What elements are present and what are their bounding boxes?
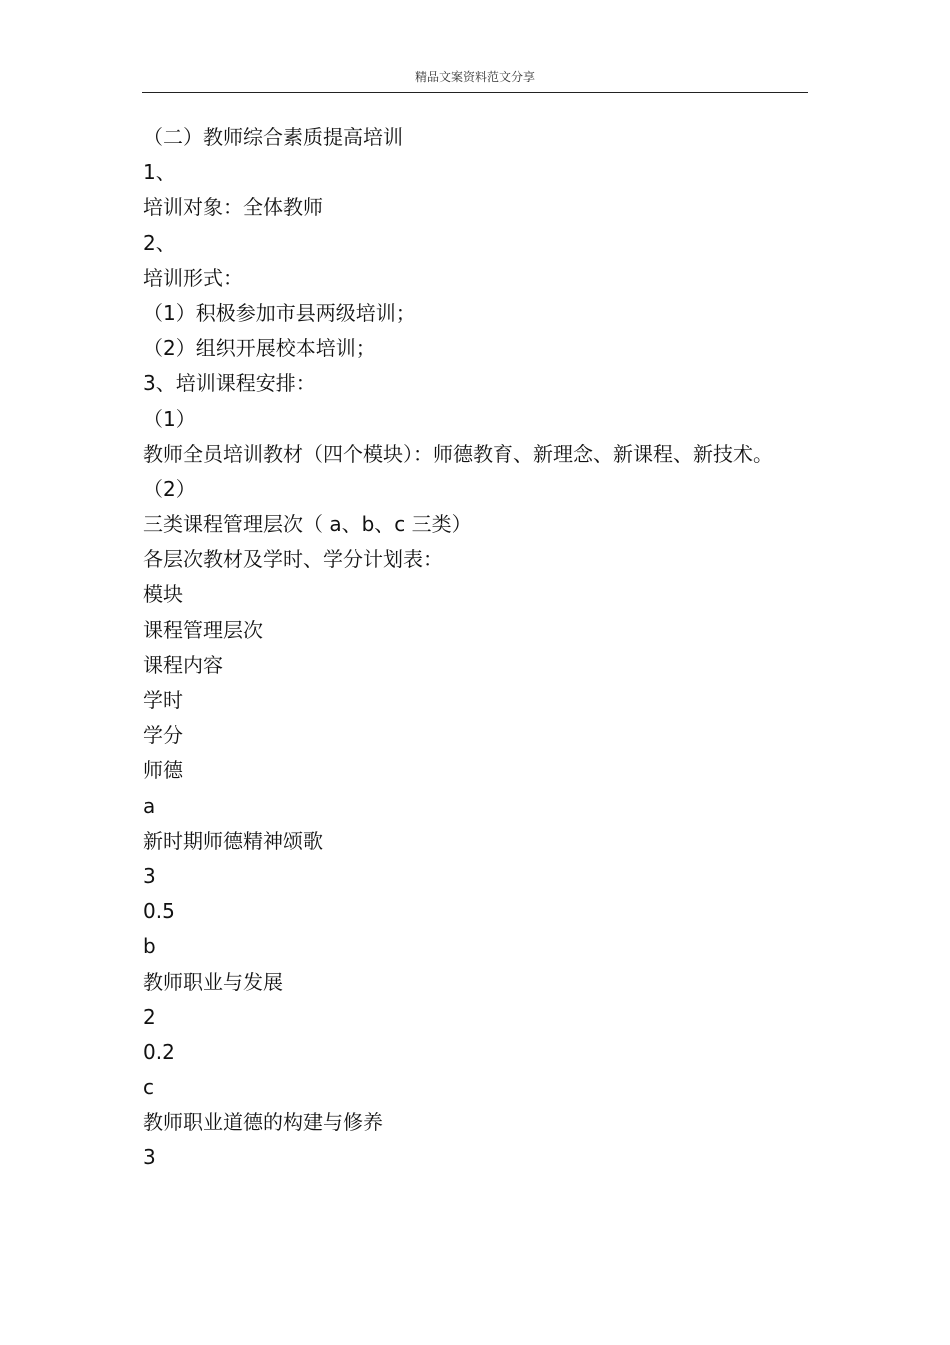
list-number: 2、 bbox=[143, 230, 176, 255]
header-text: 精品文案资料范文分享 bbox=[414, 70, 535, 84]
table-cell: b bbox=[143, 934, 156, 959]
list-number: （2） bbox=[143, 476, 196, 501]
text-line: 三类课程管理层次（ a、b、c 三类） bbox=[143, 512, 472, 537]
paragraph: 教师全员培训教材（四个模块）：师德教育、新理念、新课程、新技术。 bbox=[143, 441, 773, 466]
table-cell: 教师职业与发展 bbox=[143, 969, 283, 994]
section-heading: （二）教师综合素质提高培训 bbox=[143, 125, 403, 149]
table-cell: 师德 bbox=[143, 758, 183, 783]
text-line: 培训形式： bbox=[143, 265, 243, 290]
text-line: 培训对象：全体教师 bbox=[143, 195, 323, 220]
list-number: 1、 bbox=[143, 160, 176, 185]
text-line: （1）积极参加市县两级培训； bbox=[143, 300, 416, 325]
table-cell: 3 bbox=[143, 1145, 156, 1170]
table-cell: 2 bbox=[143, 1004, 156, 1029]
table-cell: 课程内容 bbox=[143, 652, 223, 677]
text-line: （2）组织开展校本培训； bbox=[143, 336, 376, 361]
table-cell: 新时期师德精神颂歌 bbox=[143, 828, 323, 853]
table-cell: c bbox=[143, 1075, 154, 1100]
table-cell: 学分 bbox=[143, 723, 183, 748]
table-cell: a bbox=[143, 793, 156, 818]
page-header bbox=[142, 66, 808, 93]
table-cell: 学时 bbox=[143, 688, 183, 713]
text-line: 3、培训课程安排： bbox=[143, 371, 316, 396]
table-cell: 0.5 bbox=[143, 899, 175, 924]
table-cell: 模块 bbox=[143, 582, 183, 607]
text-line: 各层次教材及学时、学分计划表： bbox=[143, 547, 443, 572]
document-body bbox=[143, 120, 793, 1176]
table-cell: 0.2 bbox=[143, 1039, 175, 1064]
table-cell: 教师职业道德的构建与修养 bbox=[143, 1110, 383, 1135]
table-cell: 3 bbox=[143, 863, 156, 888]
table-cell: 课程管理层次 bbox=[143, 617, 263, 642]
list-number: （1） bbox=[143, 406, 196, 431]
